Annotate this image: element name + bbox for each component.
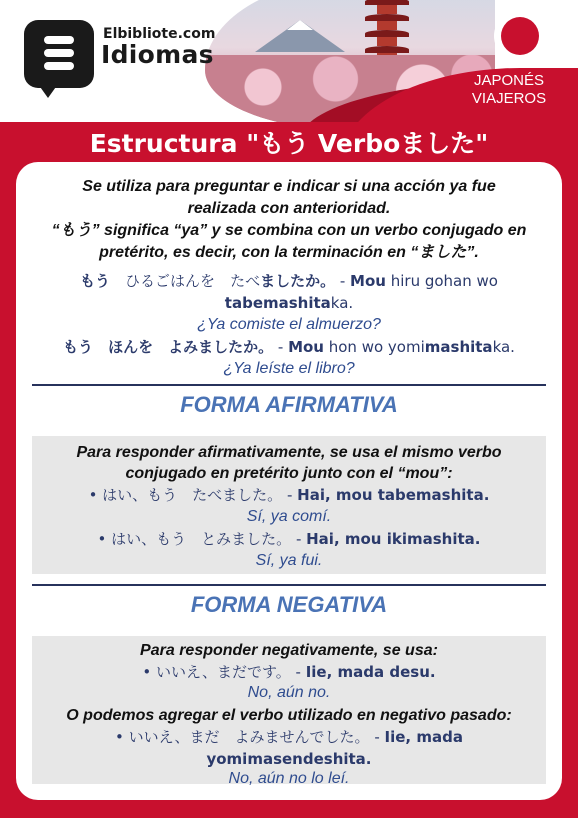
intro-line: “もう” significa “ya” y se combina con un verbo conjugado en [51,222,527,239]
separator: - [369,728,385,746]
category-tag [454,72,564,108]
intro-text [36,176,542,264]
example-romaji: Hai, mou ikimashita. [306,530,481,548]
example-romaji-stem: tabe [224,294,263,312]
example-2-translation: ¿Ya leíste el libro? [223,360,355,377]
example-jp: • はい、もう とみました。 [97,530,292,548]
logo-icon[interactable] [24,20,94,88]
negativa-box [32,636,546,787]
example-romaji-verb: yomimasendeshita. [206,750,372,768]
example-romaji: Iie, mada desu. [305,663,436,681]
intro-line: realizada con anterioridad. [187,200,391,217]
example-romaji: Hai, mou tabemashita. [297,486,490,504]
example-jp-object: ひるごはんを [125,272,216,290]
example-jp-mou: もう [63,338,94,356]
example-jp: • いいえ、まだです。 [142,663,291,681]
negativa-translation-1: No, aún no. [247,684,331,701]
example-jp: • いいえ、まだ よみませんでした。 [115,728,370,746]
afirmativa-lead [40,442,538,484]
example-1-translation: ¿Ya comiste el almuerzo? [197,316,381,333]
separator: - [335,272,351,290]
example-romaji: hiru gohan wo [385,272,498,290]
example-romaji: Iie, mada [384,728,463,746]
divider [32,584,546,586]
afirmativa-example-2 [32,528,546,550]
example-romaji-ending: mashita [263,294,331,312]
example-jp: • はい、もう たべました。 [88,486,283,504]
example-1 [26,270,552,314]
example-jp-ending: ましたか。 [260,272,336,290]
separator: - [273,338,289,356]
separator: - [291,530,307,548]
intro-line: Se utiliza para preguntar e indicar si una acción ya fue [82,178,496,195]
lead-line: Para responder afirmativamente, se usa el mismo verbo [76,444,502,461]
section-title-negativa: FORMA NEGATIVA [190,592,388,617]
negativa-translation-2: No, aún no lo leí. [228,770,350,787]
example-jp-object: ほんを [108,338,154,356]
separator: - [290,663,306,681]
divider [32,384,546,386]
japan-flag-icon [494,10,546,62]
example-2 [26,336,552,358]
example-romaji-ka: ka. [492,338,515,356]
example-jp-verb-stem: たべ [230,272,261,290]
separator: - [282,486,298,504]
afirmativa-box [32,436,546,574]
example-jp-verb: よみましたか。 [168,338,274,356]
negativa-example-2 [32,726,546,770]
section-title-afirmativa: FORMA AFIRMATIVA [180,392,398,417]
negativa-lead-2: O podemos agregar el verbo utilizado en negativo pasado: [66,707,512,724]
example-romaji-ka: ka. [330,294,354,312]
afirmativa-translation-1: Sí, ya comí. [246,508,332,525]
afirmativa-example-1 [32,484,546,506]
brand-idiomas[interactable]: Idiomas [101,40,214,69]
example-romaji-mou: Mou [350,272,386,290]
negativa-example-1 [32,661,546,683]
lead-line: conjugado en pretérito junto con el “mou”: [125,465,453,482]
negativa-lead-1: Para responder negativamente, se usa: [140,642,438,659]
example-romaji: hon wo yomi [323,338,425,356]
example-jp-mou: もう [80,272,111,290]
brand-site-name[interactable]: Elbibliote.com [103,26,216,42]
example-romaji-mou: Mou [288,338,324,356]
tag-language: JAPONÉS [473,72,545,89]
afirmativa-translation-2: Sí, ya fui. [255,552,323,569]
mount-fuji-snow [287,20,313,30]
header-banner [0,0,578,122]
content-card [16,162,562,800]
page-title: Estructura "もう Verboました" [89,129,489,158]
example-romaji-ending: mashita [424,338,493,356]
intro-line: pretérito, es decir, con la terminación en “ました”. [99,244,479,261]
tag-audience: VIAJEROS [471,90,547,107]
